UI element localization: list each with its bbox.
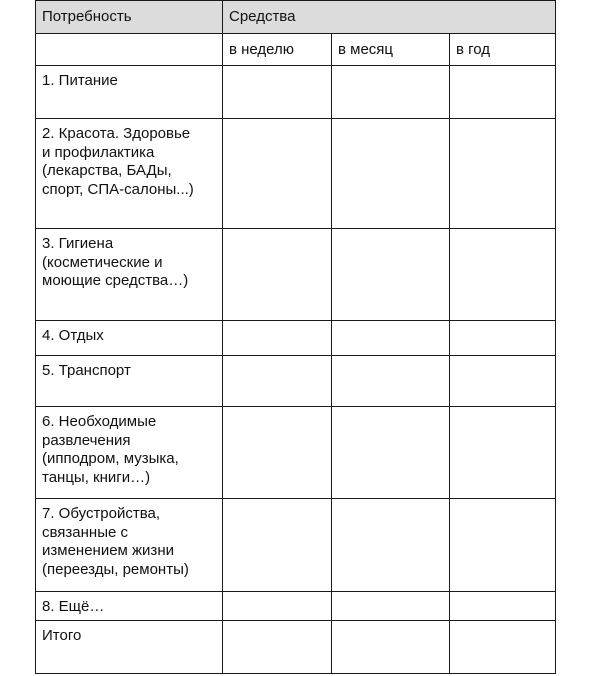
week-input-cell[interactable] xyxy=(223,592,332,621)
month-input-cell[interactable] xyxy=(332,499,450,592)
month-input-cell[interactable] xyxy=(332,229,450,321)
month-input-cell[interactable] xyxy=(332,592,450,621)
month-total-cell[interactable] xyxy=(332,621,450,674)
budget-table xyxy=(35,0,556,674)
year-input-cell[interactable] xyxy=(450,499,556,592)
period-label-year: в год xyxy=(456,41,491,58)
month-input-cell[interactable] xyxy=(332,66,450,119)
period-label-month: в месяц xyxy=(338,41,394,58)
need-label: 1. Питание xyxy=(42,72,118,89)
period-cell-month xyxy=(332,34,450,66)
year-input-cell[interactable] xyxy=(450,119,556,229)
periods-blank-cell xyxy=(36,34,223,66)
need-cell xyxy=(36,66,223,119)
week-total-cell[interactable] xyxy=(223,621,332,674)
need-label: 4. Отдых xyxy=(42,327,104,344)
periods-row xyxy=(36,34,556,66)
need-cell xyxy=(36,499,223,592)
week-input-cell[interactable] xyxy=(223,356,332,407)
table-row xyxy=(36,119,556,229)
month-input-cell[interactable] xyxy=(332,119,450,229)
year-input-cell[interactable] xyxy=(450,229,556,321)
need-cell xyxy=(36,356,223,407)
week-input-cell[interactable] xyxy=(223,407,332,499)
table-row xyxy=(36,356,556,407)
table-row xyxy=(36,592,556,621)
header-funds-label: Средства xyxy=(229,8,296,25)
year-input-cell[interactable] xyxy=(450,356,556,407)
header-need-label: Потребность xyxy=(42,8,132,25)
year-input-cell[interactable] xyxy=(450,407,556,499)
need-label: 5. Транспорт xyxy=(42,362,131,379)
table-header-row xyxy=(36,1,556,34)
week-input-cell[interactable] xyxy=(223,499,332,592)
month-input-cell[interactable] xyxy=(332,321,450,356)
period-cell-week xyxy=(223,34,332,66)
need-cell xyxy=(36,407,223,499)
period-label-week: в неделю xyxy=(229,41,295,58)
week-input-cell[interactable] xyxy=(223,229,332,321)
year-input-cell[interactable] xyxy=(450,592,556,621)
need-cell xyxy=(36,321,223,356)
need-cell xyxy=(36,229,223,321)
need-label: 8. Ещё… xyxy=(42,598,105,615)
table-row xyxy=(36,321,556,356)
table-row xyxy=(36,499,556,592)
total-cell xyxy=(36,621,223,674)
header-funds-cell xyxy=(223,1,556,34)
table-row xyxy=(36,229,556,321)
week-input-cell[interactable] xyxy=(223,119,332,229)
need-label: 3. Гигиена (косметические и моющие средства…) xyxy=(42,235,189,289)
week-input-cell[interactable] xyxy=(223,321,332,356)
need-label: 6. Необходимые развлечения (ипподром, музыка, танцы, книги…) xyxy=(42,413,179,486)
period-cell-year xyxy=(450,34,556,66)
year-input-cell[interactable] xyxy=(450,321,556,356)
total-row xyxy=(36,621,556,674)
month-input-cell[interactable] xyxy=(332,356,450,407)
need-cell xyxy=(36,592,223,621)
table-row xyxy=(36,66,556,119)
month-input-cell[interactable] xyxy=(332,407,450,499)
year-input-cell[interactable] xyxy=(450,66,556,119)
year-total-cell[interactable] xyxy=(450,621,556,674)
need-label: 2. Красота. Здоровье и профилактика (лекарства, БАДы, спорт, СПА-салоны...) xyxy=(42,125,194,198)
need-label: 7. Обустройства, связанные с изменением жизни (переезды, ремонты) xyxy=(42,505,189,578)
need-cell xyxy=(36,119,223,229)
total-label: Итого xyxy=(42,627,82,644)
table-row xyxy=(36,407,556,499)
header-need-cell xyxy=(36,1,223,34)
week-input-cell[interactable] xyxy=(223,66,332,119)
